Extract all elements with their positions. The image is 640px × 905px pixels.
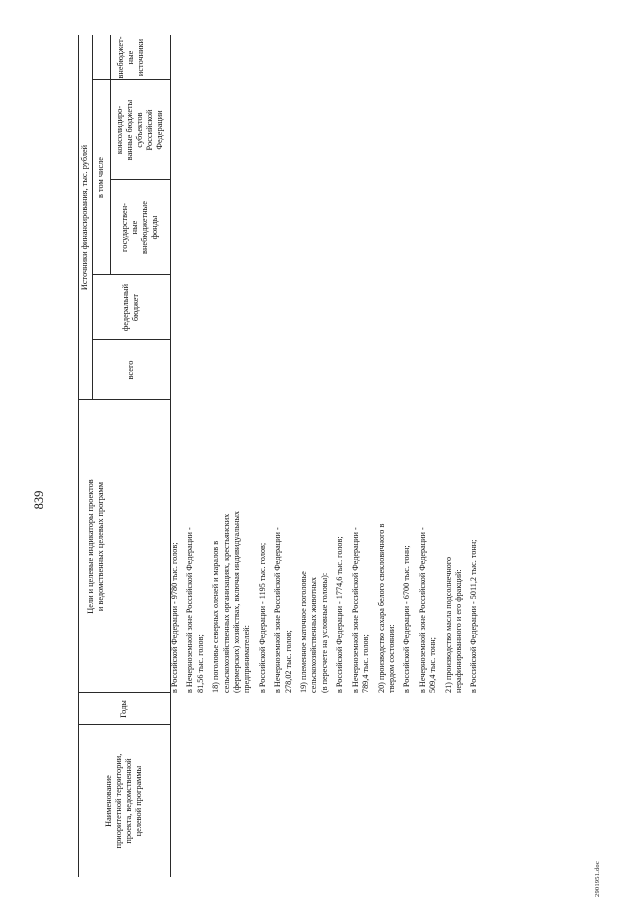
header-state-funds: государствен- ные внебюджетные фонды	[119, 201, 160, 254]
header-name: Наименование приоритетной территории, проекта, ведомственной целевой программы	[103, 753, 144, 849]
list-item: 21) производство масла подсолнечного нерафинированного и его фракций:	[443, 556, 463, 693]
page-number: 839	[32, 490, 46, 510]
list-item: в Российской Федерации - 1195 тыс. голов;	[257, 542, 267, 693]
list-item: 19) племенное маточное поголовье сельскохозяйственных животных (в пересчете на условные головы):	[299, 571, 329, 693]
list-item: в Нечерноземной зоне Российской Федерации - 789,4 тыс. голов;	[350, 527, 371, 693]
header-goals: Цели и целевые индикаторы проектов и ведомственных целевых программ	[86, 479, 106, 614]
list-item: в Российской Федерации - 5011,2 тыс. тонн;	[469, 539, 479, 693]
document-file-code: 2901951.doc	[594, 861, 601, 897]
header-federal-budget: федеральный бюджет	[120, 283, 140, 332]
list-item: в Российской Федерации - 1774,6 тыс. голов;	[335, 536, 345, 693]
list-item: в Нечерноземной зоне Российской Федерации - 81,56 тыс. голов;	[185, 527, 205, 693]
header-sources-title: Источники финансирования, тыс. рублей	[79, 144, 89, 291]
list-item: в Российской Федерации - 6700 тыс. тонн;	[402, 545, 412, 693]
header-total: всего	[125, 360, 135, 380]
header-years: Годы	[118, 700, 128, 718]
header-including: в том числе	[95, 157, 105, 198]
list-item: 18) поголовье северных оленей и маралов в сельскохозяйственных организациях, крестьянских (фермерских) хозяйствах, включая индивидуальных предпринимателей:	[211, 511, 252, 693]
list-item: 20) производство сахара белого свекловичного в твердом состоянии:	[376, 523, 396, 693]
header-extrabudgetary: внебюджет- ные источники	[115, 36, 146, 79]
list-item: в Нечерноземной зоне Российской Федерации - 278,02 тыс. голов;	[273, 527, 293, 693]
list-item: в Нечерноземной зоне Российской Федерации - 509,4 тыс. тонн;	[417, 527, 438, 693]
list-item: в Российской Федерации - 9780 тыс. голов;	[170, 542, 179, 693]
header-regional-budgets: консолидиро- ванные бюджеты субъектов Российской Федерации	[114, 99, 165, 161]
goals-indicators-list	[170, 223, 485, 693]
